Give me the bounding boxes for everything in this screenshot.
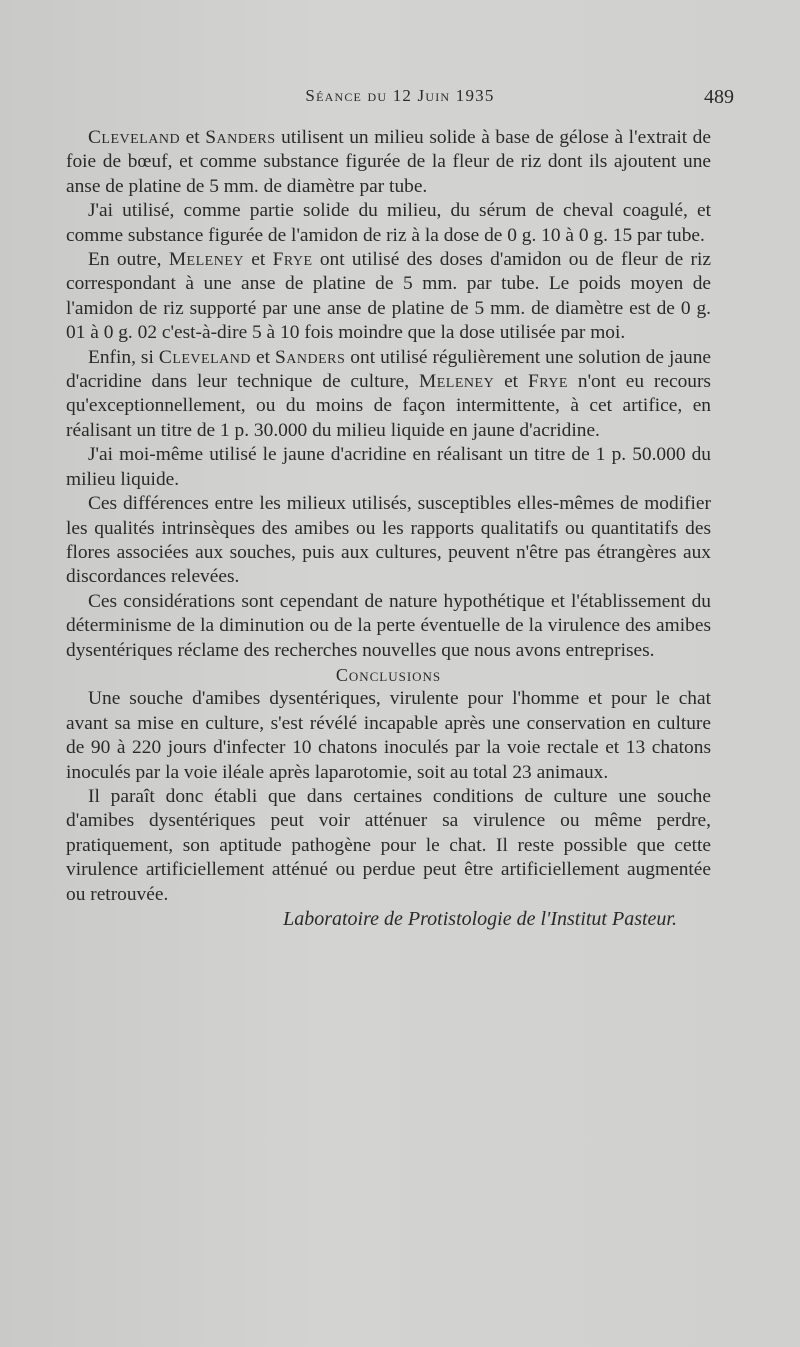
page-header — [66, 86, 734, 114]
author-name: Frye — [272, 249, 313, 271]
running-head: Séance du 12 Juin 1935 — [305, 86, 495, 105]
author-name: Meleney — [419, 371, 495, 393]
text-span: et — [250, 346, 275, 368]
author-name: Cleveland — [158, 346, 251, 368]
text-span: utilisent un milieu solide à base de gélose à l'extrait de foie de bœuf, et comme substance figurée de la fleur de riz dont ils ajoutent une anse de platine de 5 mm. de diamètre par tube. — [66, 127, 711, 197]
conclusion-paragraph-1: Une souche d'amibes dysentériques, virulente pour l'homme et pour le chat avant sa mise en culture, s'est révélé incapable après une conservation en culture de 90 à 220 jours d'infecter 10 chatons inoculés par la voie rectale et 13 chatons inoculés par la voie iléale après laparotomie, soit au total 23 animaux. — [66, 688, 711, 783]
text-span: ont utilisé des doses d'amidon ou de fleur de riz correspondant à une anse de platine de 5 mm. par tube. Le poids moyen de l'amidon de riz supporté par une anse de platine de 5 mm. de diamètre est de 0 g. 01 à 0 g. 02 c'est-à-dire 5 à 10 fois moindre que la dose utilisée par moi. — [66, 249, 711, 344]
paragraph-2: J'ai utilisé, comme partie solide du milieu, du sérum de cheval coagulé, et comme substance figurée de l'amidon de riz à la dose de 0 g. 10 à 0 g. 15 par tube. — [66, 200, 711, 246]
text-span: et — [494, 371, 528, 393]
paragraph-5: J'ai moi-même utilisé le jaune d'acridine en réalisant un titre de 1 p. 50.000 du milieu liquide. — [66, 444, 711, 490]
text-span: Enfin, si — [88, 346, 159, 368]
paragraph-6: Ces différences entre les milieux utilisés, susceptibles elles-mêmes de modifier les qualités intrinsèques des amibes ou les rapports qualitatifs ou quantitatifs des flores associées aux souches, puis aux cultures, peuvent n'être pas étrangères aux discordances relevées. — [66, 493, 711, 588]
author-name: Sanders — [275, 346, 346, 368]
paragraph-4 — [66, 346, 711, 444]
laboratory-signature: Laboratoire de Protistologie de l'Institut Pasteur. — [283, 908, 677, 930]
author-name: Sanders — [205, 127, 276, 148]
text-span: n'ont eu recours qu'exceptionnellement, ou du moins de façon intermittente, à cet artifice, en réalisant un titre de 1 p. 30.000 du milieu liquide en jaune d'acridine. — [66, 371, 711, 441]
paragraph-1 — [66, 126, 711, 199]
conclusions-heading: Conclusions — [335, 664, 442, 685]
page-number: 489 — [704, 86, 734, 108]
text-span: ont utilisé régulièrement une solution de jaune d'acridine dans leur technique de culture, — [66, 346, 711, 393]
body-text — [66, 126, 711, 931]
paragraph-3 — [66, 248, 711, 346]
paragraph-7: Ces considérations sont cependant de nature hypothétique et l'établissement du déterminisme de la diminution ou de la perte éventuelle de la virulence des amibes dysentériques réclame des recherches nouvelles que nous avons entreprises. — [66, 590, 711, 661]
author-name: Meleney — [168, 249, 244, 271]
text-span: et — [243, 249, 273, 271]
author-name: Frye — [527, 371, 568, 393]
conclusion-paragraph-2: Il paraît donc établi que dans certaines conditions de culture une souche d'amibes dysentériques peut voir atténuer sa virulence ou même perdre, pratiquement, son aptitude pathogène pour le chat. Il reste possible que cette virulence artificiellement atténué ou perdue peut être artificiellement augmentée ou retrouvée. — [66, 785, 711, 905]
text-span: En outre, — [88, 249, 169, 271]
author-name: Cleveland — [88, 127, 181, 148]
text-span: et — [180, 127, 206, 148]
